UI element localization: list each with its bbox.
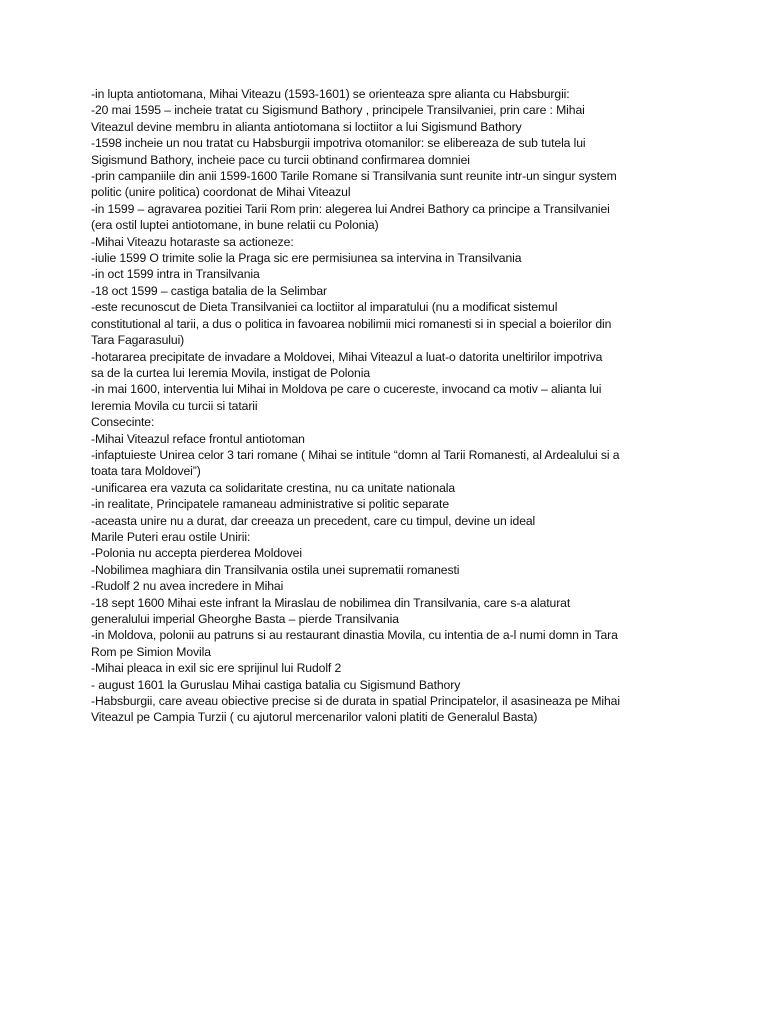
text-line: - august 1601 la Guruslau Mihai castiga batalia cu Sigismund Bathory bbox=[91, 677, 461, 692]
text-line: toata tara Moldovei”) bbox=[91, 464, 201, 479]
text-line: -in Moldova, polonii au patruns si au restaurant dinastia Movila, cu intentia de a-l numi domn in Tara bbox=[91, 628, 618, 643]
text-line: -prin campaniile din anii 1599-1600 Tarile Romane si Transilvania sunt reunite intr-un singur system bbox=[91, 169, 617, 184]
text-line: Tara Fagarasului) bbox=[91, 333, 185, 348]
text-line: -in mai 1600, interventia lui Mihai in Moldova pe care o cucereste, invocand ca motiv – alianta lui bbox=[91, 382, 602, 397]
text-line: -iulie 1599 O trimite solie la Praga sic ere permisiunea sa intervina in Transilvania bbox=[91, 251, 522, 266]
document-body bbox=[91, 86, 691, 726]
text-line: Viteazul devine membru in alianta antiotomana si loctiitor a lui Sigismund Bathory bbox=[91, 119, 522, 134]
text-line: -18 sept 1600 Mihai este infrant la Miraslau de nobilimea din Transilvania, care s-a alaturat bbox=[91, 595, 571, 610]
text-line: -1598 incheie un nou tratat cu Habsburgii impotriva otomanilor: se elibereaza de sub tutela lui bbox=[91, 136, 586, 151]
text-line: -Mihai Viteazu hotaraste sa actioneze: bbox=[91, 234, 294, 249]
text-line: Ieremia Movila cu turcii si tatarii bbox=[91, 398, 258, 413]
text-line: -Mihai pleaca in exil sic ere sprijinul lui Rudolf 2 bbox=[91, 661, 342, 676]
text-line: -unificarea era vazuta ca solidaritate crestina, nu ca unitate nationala bbox=[91, 480, 456, 495]
text-line: -este recunoscut de Dieta Transilvaniei ca loctiitor al imparatului (nu a modificat sistemul bbox=[91, 300, 558, 315]
text-line: Sigismund Bathory, incheie pace cu turcii obtinand confirmarea domniei bbox=[91, 152, 470, 167]
section-heading: Consecinte: bbox=[91, 415, 155, 430]
text-line: Viteazul pe Campia Turzii ( cu ajutorul mercenarilor valoni platiti de Generalul Basta) bbox=[91, 710, 538, 725]
text-line: -in 1599 – agravarea pozitiei Tarii Rom prin: alegerea lui Andrei Bathory ca principe a Transilvaniei bbox=[91, 201, 610, 216]
text-line: (era ostil luptei antiotomane, in bune relatii cu Polonia) bbox=[91, 218, 379, 233]
text-line: -Rudolf 2 nu avea incredere in Mihai bbox=[91, 579, 284, 594]
text-line: generalului imperial Gheorghe Basta – pierde Transilvania bbox=[91, 612, 399, 626]
text-line: -18 oct 1599 – castiga batalia de la Selimbar bbox=[91, 283, 328, 298]
text-line: -Nobilimea maghiara din Transilvania ostila unei suprematii romanesti bbox=[91, 562, 460, 577]
text-line: -20 mai 1595 – incheie tratat cu Sigismund Bathory , principele Transilvaniei, prin care : Mihai bbox=[91, 103, 585, 118]
text-line: Rom pe Simion Movila bbox=[91, 644, 211, 659]
text-line: constitutional al tarii, a dus o politica in favoarea nobilimii mici romanesti si in special a boierilor din bbox=[91, 316, 612, 331]
text-line: -in realitate, Principatele ramaneau administrative si politic separate bbox=[91, 497, 450, 512]
text-line: -Habsburgii, care aveau obiective precise si de durata in spatial Principatelor, il asasineaza pe Mihai bbox=[91, 694, 620, 709]
text-line: -in lupta antiotomana, Mihai Viteazu (1593-1601) se orienteaza spre alianta cu Habsburgii: bbox=[91, 87, 570, 101]
text-line: -aceasta unire nu a durat, dar creeaza un precedent, care cu timpul, devine un ideal bbox=[91, 513, 536, 528]
section-heading: Marile Puteri erau ostile Unirii: bbox=[91, 529, 251, 544]
text-line: -Polonia nu accepta pierderea Moldovei bbox=[91, 546, 302, 561]
text-line: -hotararea precipitate de invadare a Moldovei, Mihai Viteazul a luat-o datorita uneltirilor impotriva bbox=[91, 349, 603, 364]
text-line: -Mihai Viteazul reface frontul antiotoman bbox=[91, 431, 305, 446]
text-line: -in oct 1599 intra in Transilvania bbox=[91, 267, 260, 282]
text-line: politic (unire politica) coordonat de Mihai Viteazul bbox=[91, 185, 351, 200]
text-line: sa de la curtea lui Ieremia Movila, instigat de Polonia bbox=[91, 365, 371, 380]
text-line: -infaptuieste Unirea celor 3 tari romane ( Mihai se intitule “domn al Tarii Romanesti, al Ardealului si a bbox=[91, 447, 620, 462]
